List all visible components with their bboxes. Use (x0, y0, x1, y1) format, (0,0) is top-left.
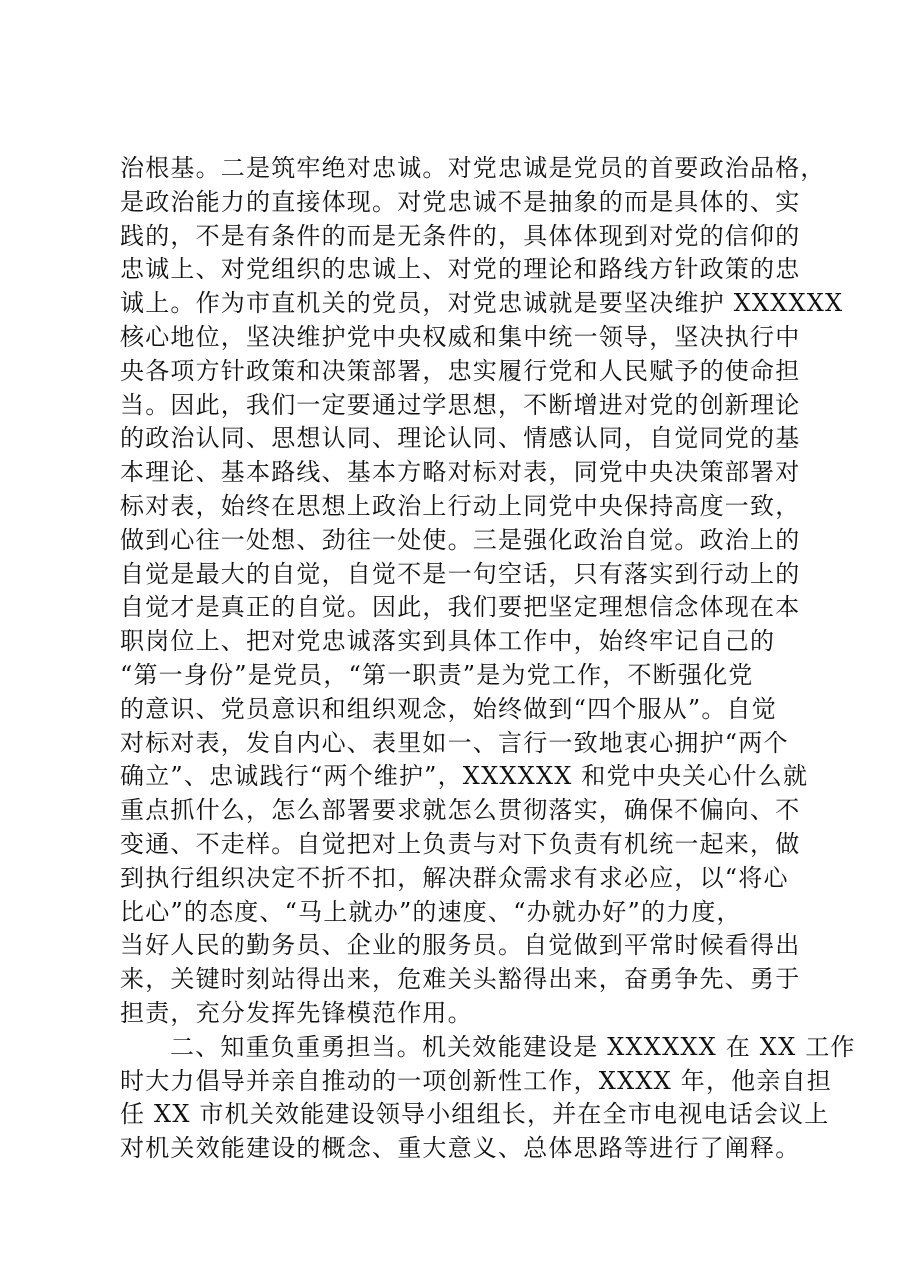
text-line: “第一身份”是党员，“第一职责”是为党工作，不断强化党 (120, 660, 754, 689)
text-line: 比心”的态度、“马上就办”的速度、“办就办好”的力度， (120, 897, 742, 926)
text-line: 对机关效能建设的概念、重大意义、总体思路等进行了阐释。 (120, 1134, 801, 1163)
text-line: 治根基。二是筑牢绝对忠诚。对党忠诚是党员的首要政治品格， (120, 154, 826, 182)
text-line: 自觉是最大的自觉，自觉不是一句空话，只有落实到行动上的 (120, 559, 801, 588)
text-line: 担责，充分发挥先锋模范作用。 (120, 998, 473, 1027)
text-line: 当好人民的勤务员、企业的服务员。自觉做到平常时候看得出 (120, 931, 801, 960)
text-line: 是政治能力的直接体现。对党忠诚不是抽象的而是具体的、实 (120, 187, 801, 216)
text-line: 做到心往一处想、劲往一处使。三是强化政治自觉。政治上的 (120, 525, 801, 554)
text-line: 践的，不是有条件的而是无条件的，具体体现到对党的信仰的 (120, 221, 801, 250)
text-line: 当。因此，我们一定要通过学思想，不断增进对党的创新理论 (120, 390, 801, 419)
text-line: 自觉才是真正的自觉。因此，我们要把坚定理想信念体现在本 (120, 593, 801, 622)
text-line: 标对表，始终在思想上政治上行动上同党中央保持高度一致， (120, 491, 801, 520)
text-line: 对标对表，发自内心、表里如一、言行一致地衷心拥护“两个 (120, 728, 789, 757)
document-body (120, 152, 856, 1166)
text-line: 本理论、基本路线、基本方略对标对表，同党中央决策部署对 (120, 458, 801, 487)
text-line: 央各项方针政策和决策部署，忠实履行党和人民赋予的使命担 (120, 356, 801, 385)
text-line: 职岗位上、把对党忠诚落实到具体工作中，始终牢记自己的 (120, 627, 776, 656)
text-line: 任 XX 市机关效能建设领导小组组长，并在全市电视电话会议上 (120, 1100, 830, 1129)
text-line: 确立”、忠诚践行“两个维护”，XXXXXX 和党中央关心什么就 (120, 762, 809, 791)
text-line: 变通、不走样。自觉把对上负责与对下负责有机统一起来，做 (120, 829, 801, 858)
text-line: 到执行组织决定不折不扣，解决群众需求有求必应，以“将心 (120, 863, 789, 892)
text-line: 诚上。作为市直机关的党员，对党忠诚就是要坚决维护 XXXXXX (120, 289, 844, 318)
text-line: 核心地位，坚决维护党中央权威和集中统一领导，坚决执行中 (120, 322, 801, 351)
text-line: 忠诚上、对党组织的忠诚上、对党的理论和路线方针政策的忠 (120, 255, 801, 284)
text-line: 的意识、党员意识和组织观念，始终做到“四个服从”。自觉 (120, 694, 777, 723)
text-line: 来，关键时刻站得出来，危难关头豁得出来，奋勇争先、勇于 (120, 965, 801, 994)
text-line: 重点抓什么，怎么部署要求就怎么贯彻落实，确保不偏向、不 (120, 796, 801, 825)
text-line: 的政治认同、思想认同、理论认同、情感认同，自觉同党的基 (120, 424, 801, 453)
section-heading-line: 二、知重负重勇担当。机关效能建设是 XXXXXX 在 XX 工作 (170, 1032, 856, 1061)
text-line: 时大力倡导并亲自推动的一项创新性工作，XXXX 年，他亲自担 (120, 1066, 832, 1095)
